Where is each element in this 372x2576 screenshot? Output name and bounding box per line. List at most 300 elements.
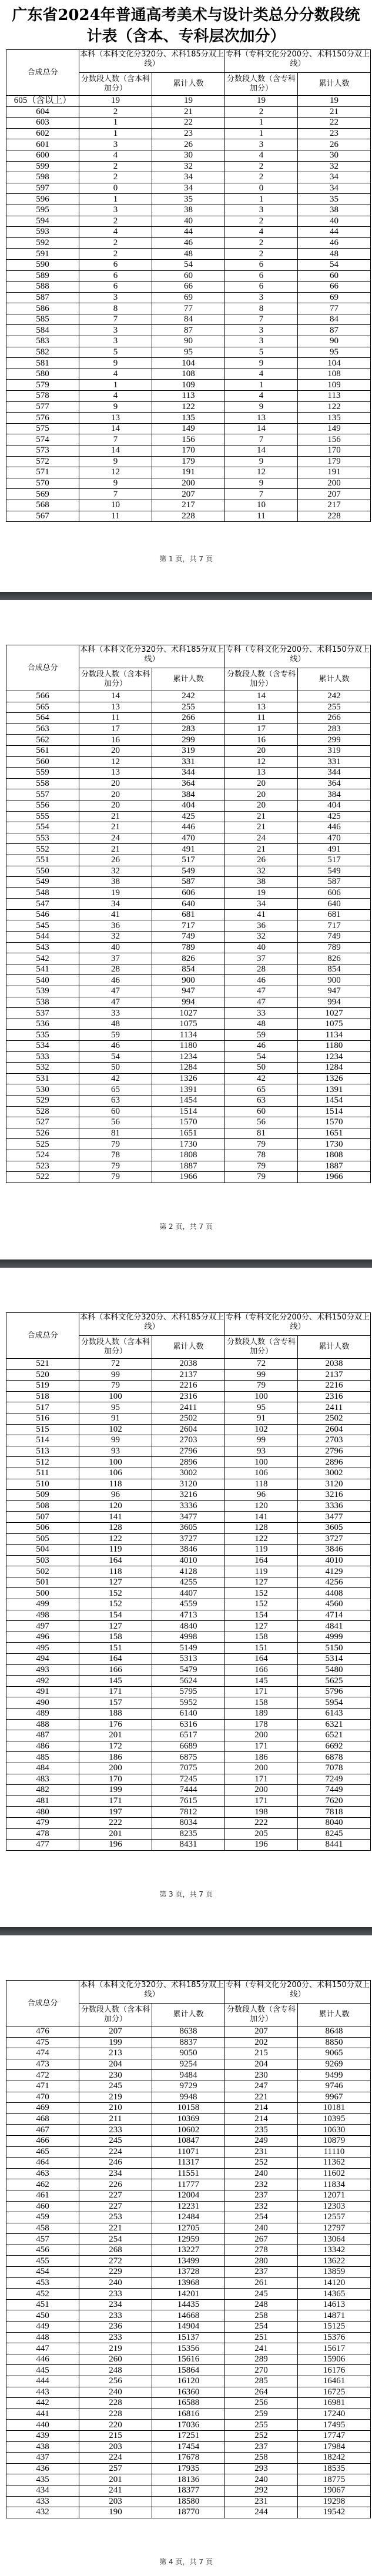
undergrad-cumulative-cell: 170 bbox=[152, 445, 225, 457]
undergrad-count-cell: 151 bbox=[79, 1643, 152, 1654]
score-cell: 554 bbox=[6, 822, 79, 833]
table-row bbox=[6, 2168, 371, 2179]
junior-count-cell: 5 bbox=[225, 347, 298, 358]
undergrad-cumulative-cell: 23 bbox=[152, 128, 225, 139]
table-row bbox=[6, 2430, 371, 2441]
undergrad-count-cell: 47 bbox=[79, 997, 152, 1008]
undergrad-cumulative-cell: 12959 bbox=[152, 2234, 225, 2245]
undergrad-count-cell: 268 bbox=[79, 2245, 152, 2256]
junior-cumulative-cell: 12071 bbox=[298, 2190, 371, 2201]
score-cell: 452 bbox=[6, 2289, 79, 2300]
undergrad-cumulative-cell: 2137 bbox=[152, 1369, 225, 1381]
undergrad-cumulative-cell: 470 bbox=[152, 833, 225, 844]
undergrad-count-cell: 24 bbox=[79, 833, 152, 844]
score-cell: 507 bbox=[6, 1512, 79, 1523]
score-cell: 530 bbox=[6, 1084, 79, 1096]
undergrad-count-cell: 100 bbox=[79, 1457, 152, 1468]
undergrad-count-cell: 79 bbox=[79, 1381, 152, 1392]
junior-count-cell: 20 bbox=[225, 800, 298, 811]
junior-count-cell: 128 bbox=[225, 1522, 298, 1533]
undergrad-cumulative-cell: 104 bbox=[152, 358, 225, 369]
undergrad-cumulative-cell: 108 bbox=[152, 369, 225, 380]
junior-count-cell: 47 bbox=[225, 986, 298, 997]
score-cell: 518 bbox=[6, 1391, 79, 1402]
undergrad-count-cell: 99 bbox=[79, 1435, 152, 1446]
undergrad-count-cell: 164 bbox=[79, 1654, 152, 1665]
junior-count-cell: 240 bbox=[225, 2223, 298, 2234]
table-row bbox=[6, 1709, 371, 1720]
table-row bbox=[6, 2387, 371, 2398]
page-separator bbox=[0, 1259, 372, 1268]
undergrad-cumulative-cell: 2604 bbox=[152, 1424, 225, 1435]
junior-cumulative-cell: 90 bbox=[298, 336, 371, 347]
junior-cumulative-cell: 4714 bbox=[298, 1610, 371, 1621]
table-body bbox=[6, 1359, 371, 1851]
table-row bbox=[6, 445, 371, 457]
junior-count-cell: 164 bbox=[225, 1654, 298, 1665]
junior-count-cell: 240 bbox=[225, 2474, 298, 2485]
junior-count-cell: 278 bbox=[225, 2245, 298, 2256]
score-cell: 550 bbox=[6, 866, 79, 877]
header-undergrad-cumulative: 累计人数 bbox=[152, 73, 225, 96]
junior-cumulative-cell: 2038 bbox=[298, 1359, 371, 1370]
undergrad-count-cell: 272 bbox=[79, 2256, 152, 2267]
score-cell: 494 bbox=[6, 1654, 79, 1665]
score-cell: 499 bbox=[6, 1599, 79, 1610]
score-cell: 453 bbox=[6, 2277, 79, 2289]
undergrad-count-cell: 1 bbox=[79, 128, 152, 139]
junior-cumulative-cell: 826 bbox=[298, 953, 371, 964]
undergrad-count-cell: 200 bbox=[79, 1763, 152, 1774]
undergrad-count-cell: 42 bbox=[79, 1073, 152, 1084]
junior-cumulative-cell: 191 bbox=[298, 467, 371, 478]
junior-cumulative-cell: 23 bbox=[298, 128, 371, 139]
undergrad-count-cell: 2 bbox=[79, 216, 152, 227]
table-row bbox=[6, 756, 371, 768]
junior-count-cell: 207 bbox=[225, 2026, 298, 2038]
undergrad-cumulative-cell: 17678 bbox=[152, 2453, 225, 2464]
undergrad-cumulative-cell: 34 bbox=[152, 172, 225, 183]
table-row bbox=[6, 1490, 371, 1501]
undergrad-count-cell: 234 bbox=[79, 2299, 152, 2310]
undergrad-count-cell: 197 bbox=[79, 1807, 152, 1818]
junior-cumulative-cell: 6878 bbox=[298, 1752, 371, 1763]
table-row bbox=[6, 2299, 371, 2310]
undergrad-count-cell: 118 bbox=[79, 1479, 152, 1490]
junior-cumulative-cell: 16725 bbox=[298, 2387, 371, 2398]
undergrad-cumulative-cell: 242 bbox=[152, 691, 225, 702]
score-cell: 442 bbox=[6, 2398, 79, 2409]
junior-count-cell: 3 bbox=[225, 325, 298, 336]
table-row bbox=[6, 909, 371, 920]
undergrad-cumulative-cell: 26 bbox=[152, 139, 225, 150]
undergrad-cumulative-cell: 749 bbox=[152, 932, 225, 943]
undergrad-count-cell: 33 bbox=[79, 1008, 152, 1019]
table-row bbox=[6, 953, 371, 964]
table-row bbox=[6, 1555, 371, 1566]
table-row bbox=[6, 172, 371, 183]
undergrad-cumulative-cell: 14201 bbox=[152, 2289, 225, 2300]
table-row bbox=[6, 1051, 371, 1063]
undergrad-count-cell: 47 bbox=[79, 986, 152, 997]
table-row bbox=[6, 2135, 371, 2146]
table-row bbox=[6, 1828, 371, 1840]
junior-count-cell: 17 bbox=[225, 723, 298, 735]
junior-count-cell: 81 bbox=[225, 1128, 298, 1139]
junior-count-cell: 267 bbox=[225, 2234, 298, 2245]
undergrad-cumulative-cell: 8235 bbox=[152, 1828, 225, 1840]
undergrad-cumulative-cell: 6689 bbox=[152, 1741, 225, 1752]
junior-count-cell: 95 bbox=[225, 1402, 298, 1413]
junior-count-cell: 237 bbox=[225, 2267, 298, 2278]
table-row bbox=[6, 2310, 371, 2322]
score-cell: 463 bbox=[6, 2168, 79, 2179]
undergrad-count-cell: 3 bbox=[79, 292, 152, 303]
junior-cumulative-cell: 34 bbox=[298, 172, 371, 183]
undergrad-cumulative-cell: 149 bbox=[152, 423, 225, 434]
undergrad-count-cell: 196 bbox=[79, 1840, 152, 1851]
undergrad-count-cell: 21 bbox=[79, 811, 152, 822]
undergrad-count-cell: 96 bbox=[79, 1490, 152, 1501]
score-cell: 502 bbox=[6, 1566, 79, 1577]
undergrad-count-cell: 152 bbox=[79, 1588, 152, 1599]
undergrad-count-cell: 7 bbox=[79, 314, 152, 325]
table-row bbox=[6, 325, 371, 336]
junior-count-cell: 42 bbox=[225, 1073, 298, 1084]
undergrad-cumulative-cell: 5479 bbox=[152, 1664, 225, 1676]
undergrad-count-cell: 13 bbox=[79, 413, 152, 424]
undergrad-cumulative-cell: 331 bbox=[152, 756, 225, 768]
junior-cumulative-cell: 16176 bbox=[298, 2365, 371, 2376]
junior-count-cell: 32 bbox=[225, 866, 298, 877]
undergrad-count-cell: 201 bbox=[79, 2474, 152, 2485]
page-separator bbox=[0, 592, 372, 600]
header-junior-group: 专科（专科文化分200分、术科150分双上线） bbox=[225, 1981, 371, 2004]
junior-cumulative-cell: 19 bbox=[298, 96, 371, 107]
undergrad-count-cell: 170 bbox=[79, 1774, 152, 1785]
table-row bbox=[6, 511, 371, 522]
table-row bbox=[6, 1730, 371, 1741]
undergrad-count-cell: 20 bbox=[79, 778, 152, 789]
undergrad-count-cell: 145 bbox=[79, 1676, 152, 1687]
junior-cumulative-cell: 3336 bbox=[298, 1500, 371, 1512]
table-row bbox=[6, 997, 371, 1008]
junior-count-cell: 205 bbox=[225, 1828, 298, 1840]
score-cell: 506 bbox=[6, 1522, 79, 1533]
table-row bbox=[6, 1664, 371, 1676]
undergrad-count-cell: 233 bbox=[79, 2332, 152, 2343]
junior-cumulative-cell: 17495 bbox=[298, 2420, 371, 2431]
undergrad-cumulative-cell: 7615 bbox=[152, 1796, 225, 1807]
undergrad-count-cell: 106 bbox=[79, 1468, 152, 1479]
junior-count-cell: 200 bbox=[225, 1730, 298, 1741]
undergrad-cumulative-cell: 14668 bbox=[152, 2310, 225, 2322]
score-cell: 501 bbox=[6, 1577, 79, 1588]
undergrad-count-cell: 38 bbox=[79, 877, 152, 888]
junior-count-cell: 198 bbox=[225, 1807, 298, 1818]
undergrad-cumulative-cell: 2502 bbox=[152, 1413, 225, 1424]
undergrad-count-cell: 8 bbox=[79, 303, 152, 314]
score-cell: 563 bbox=[6, 723, 79, 735]
undergrad-count-cell: 17 bbox=[79, 723, 152, 735]
undergrad-count-cell: 56 bbox=[79, 1117, 152, 1128]
undergrad-count-cell: 240 bbox=[79, 2387, 152, 2398]
undergrad-count-cell: 21 bbox=[79, 844, 152, 855]
junior-cumulative-cell: 170 bbox=[298, 445, 371, 457]
junior-count-cell: 232 bbox=[225, 2179, 298, 2190]
undergrad-cumulative-cell: 2796 bbox=[152, 1446, 225, 1457]
undergrad-cumulative-cell: 12705 bbox=[152, 2223, 225, 2234]
junior-cumulative-cell: 717 bbox=[298, 920, 371, 932]
score-cell: 464 bbox=[6, 2158, 79, 2169]
table-row bbox=[6, 270, 371, 282]
undergrad-cumulative-cell: 9050 bbox=[152, 2048, 225, 2059]
junior-count-cell: 12 bbox=[225, 756, 298, 768]
header-score: 合成总分 bbox=[6, 50, 79, 96]
table-row bbox=[6, 2103, 371, 2114]
undergrad-count-cell: 37 bbox=[79, 953, 152, 964]
undergrad-cumulative-cell: 95 bbox=[152, 347, 225, 358]
table-row bbox=[6, 1063, 371, 1074]
undergrad-cumulative-cell: 9729 bbox=[152, 2081, 225, 2092]
undergrad-cumulative-cell: 344 bbox=[152, 768, 225, 779]
junior-count-cell: 79 bbox=[225, 1161, 298, 1172]
score-cell: 566 bbox=[6, 691, 79, 702]
undergrad-count-cell: 199 bbox=[79, 1785, 152, 1796]
junior-count-cell: 21 bbox=[225, 822, 298, 833]
junior-cumulative-cell: 344 bbox=[298, 768, 371, 779]
junior-count-cell: 120 bbox=[225, 1500, 298, 1512]
header-junior-group: 专科（专科文化分200分、术科150分双上线） bbox=[225, 50, 371, 73]
table-row bbox=[6, 216, 371, 227]
score-cell: 526 bbox=[6, 1128, 79, 1139]
junior-count-cell: 231 bbox=[225, 2496, 298, 2507]
junior-cumulative-cell: 4999 bbox=[298, 1632, 371, 1643]
junior-count-cell: 164 bbox=[225, 1555, 298, 1566]
header-undergrad-cumulative: 累计人数 bbox=[152, 1336, 225, 1359]
undergrad-count-cell: 93 bbox=[79, 1446, 152, 1457]
header-undergrad-cumulative: 累计人数 bbox=[152, 2004, 225, 2026]
table-row bbox=[6, 1457, 371, 1468]
table-row bbox=[6, 887, 371, 899]
table-row bbox=[6, 2059, 371, 2070]
table-row bbox=[6, 1446, 371, 1457]
table-row bbox=[6, 1479, 371, 1490]
junior-count-cell: 252 bbox=[225, 2158, 298, 2169]
score-cell: 508 bbox=[6, 1500, 79, 1512]
score-cell: 597 bbox=[6, 183, 79, 194]
junior-cumulative-cell: 606 bbox=[298, 887, 371, 899]
undergrad-count-cell: 164 bbox=[79, 1555, 152, 1566]
score-cell: 553 bbox=[6, 833, 79, 844]
undergrad-cumulative-cell: 384 bbox=[152, 789, 225, 800]
score-cell: 542 bbox=[6, 953, 79, 964]
junior-count-cell: 166 bbox=[225, 1664, 298, 1676]
table-row bbox=[6, 1435, 371, 1446]
table-row bbox=[6, 866, 371, 877]
junior-count-cell: 151 bbox=[225, 1643, 298, 1654]
undergrad-cumulative-cell: 826 bbox=[152, 953, 225, 964]
table-row bbox=[6, 1752, 371, 1763]
table-row bbox=[6, 2037, 371, 2048]
undergrad-count-cell: 26 bbox=[79, 855, 152, 866]
table-row bbox=[6, 1500, 371, 1512]
undergrad-cumulative-cell: 4010 bbox=[152, 1555, 225, 1566]
score-cell: 535 bbox=[6, 1030, 79, 1041]
undergrad-cumulative-cell: 517 bbox=[152, 855, 225, 866]
junior-count-cell: 122 bbox=[225, 1533, 298, 1545]
score-cell: 521 bbox=[6, 1359, 79, 1370]
undergrad-count-cell: 256 bbox=[79, 2376, 152, 2387]
undergrad-count-cell: 2 bbox=[79, 237, 152, 249]
undergrad-count-cell: 241 bbox=[79, 2485, 152, 2496]
undergrad-cumulative-cell: 425 bbox=[152, 811, 225, 822]
undergrad-cumulative-cell: 2216 bbox=[152, 1381, 225, 1392]
undergrad-cumulative-cell: 1514 bbox=[152, 1106, 225, 1117]
junior-cumulative-cell: 4010 bbox=[298, 1555, 371, 1566]
table-row bbox=[6, 456, 371, 467]
junior-count-cell: 14 bbox=[225, 445, 298, 457]
score-cell: 511 bbox=[6, 1468, 79, 1479]
undergrad-cumulative-cell: 8638 bbox=[152, 2026, 225, 2038]
score-cell: 593 bbox=[6, 227, 79, 238]
score-table-page-3 bbox=[6, 1312, 371, 1851]
junior-cumulative-cell: 46 bbox=[298, 237, 371, 249]
junior-cumulative-cell: 789 bbox=[298, 942, 371, 953]
table-row bbox=[6, 2408, 371, 2420]
score-cell: 484 bbox=[6, 1763, 79, 1774]
junior-count-cell: 100 bbox=[225, 1391, 298, 1402]
table-row bbox=[6, 380, 371, 391]
undergrad-count-cell: 215 bbox=[79, 2430, 152, 2441]
undergrad-count-cell: 20 bbox=[79, 789, 152, 800]
undergrad-cumulative-cell: 10847 bbox=[152, 2135, 225, 2146]
junior-count-cell: 33 bbox=[225, 1008, 298, 1019]
junior-cumulative-cell: 228 bbox=[298, 511, 371, 522]
undergrad-count-cell: 152 bbox=[79, 1599, 152, 1610]
undergrad-count-cell: 154 bbox=[79, 1610, 152, 1621]
undergrad-cumulative-cell: 1887 bbox=[152, 1161, 225, 1172]
junior-count-cell: 40 bbox=[225, 942, 298, 953]
undergrad-cumulative-cell: 135 bbox=[152, 413, 225, 424]
undergrad-cumulative-cell: 217 bbox=[152, 500, 225, 511]
table-row bbox=[6, 1643, 371, 1654]
undergrad-count-cell: 186 bbox=[79, 1752, 152, 1763]
table-row bbox=[6, 2365, 371, 2376]
junior-cumulative-cell: 2216 bbox=[298, 1381, 371, 1392]
table-row bbox=[6, 1117, 371, 1128]
table-row bbox=[6, 194, 371, 205]
junior-cumulative-cell: 7620 bbox=[298, 1796, 371, 1807]
score-cell: 519 bbox=[6, 1381, 79, 1392]
junior-count-cell: 1 bbox=[225, 194, 298, 205]
undergrad-cumulative-cell: 4128 bbox=[152, 1566, 225, 1577]
table-row bbox=[6, 489, 371, 500]
undergrad-cumulative-cell: 18580 bbox=[152, 2496, 225, 2507]
undergrad-cumulative-cell: 11777 bbox=[152, 2179, 225, 2190]
score-cell: 523 bbox=[6, 1161, 79, 1172]
junior-count-cell: 2 bbox=[225, 237, 298, 249]
table-row bbox=[6, 800, 371, 811]
junior-cumulative-cell: 108 bbox=[298, 369, 371, 380]
table-row bbox=[6, 2354, 371, 2365]
undergrad-cumulative-cell: 7075 bbox=[152, 1763, 225, 1774]
table-row bbox=[6, 259, 371, 270]
junior-count-cell: 280 bbox=[225, 2256, 298, 2267]
junior-count-cell: 119 bbox=[225, 1566, 298, 1577]
score-cell: 539 bbox=[6, 986, 79, 997]
score-cell: 546 bbox=[6, 909, 79, 920]
score-cell: 488 bbox=[6, 1719, 79, 1730]
junior-count-cell: 47 bbox=[225, 997, 298, 1008]
junior-count-cell: 24 bbox=[225, 833, 298, 844]
junior-cumulative-cell: 1808 bbox=[298, 1150, 371, 1161]
header-score: 合成总分 bbox=[6, 1313, 79, 1359]
table-row bbox=[6, 1512, 371, 1523]
undergrad-count-cell: 122 bbox=[79, 1533, 152, 1545]
undergrad-cumulative-cell: 69 bbox=[152, 292, 225, 303]
undergrad-count-cell: 65 bbox=[79, 1084, 152, 1096]
junior-count-cell: 41 bbox=[225, 909, 298, 920]
junior-cumulative-cell: 1134 bbox=[298, 1030, 371, 1041]
table-row bbox=[6, 1522, 371, 1533]
score-cell: 485 bbox=[6, 1752, 79, 1763]
undergrad-cumulative-cell: 38 bbox=[152, 205, 225, 216]
header-undergrad-count: 分数段人数（含本科加分） bbox=[79, 668, 152, 691]
undergrad-cumulative-cell: 5795 bbox=[152, 1686, 225, 1697]
table-row bbox=[6, 899, 371, 910]
table-row bbox=[6, 2190, 371, 2201]
score-cell: 477 bbox=[6, 1840, 79, 1851]
junior-cumulative-cell: 331 bbox=[298, 756, 371, 768]
table-row bbox=[6, 128, 371, 139]
junior-cumulative-cell: 1180 bbox=[298, 1041, 371, 1052]
undergrad-cumulative-cell: 179 bbox=[152, 456, 225, 467]
junior-cumulative-cell: 156 bbox=[298, 434, 371, 445]
junior-count-cell: 119 bbox=[225, 1545, 298, 1556]
table-row bbox=[6, 942, 371, 953]
junior-cumulative-cell: 12797 bbox=[298, 2223, 371, 2234]
undergrad-cumulative-cell: 6140 bbox=[152, 1709, 225, 1720]
junior-cumulative-cell: 517 bbox=[298, 855, 371, 866]
junior-cumulative-cell: 2502 bbox=[298, 1413, 371, 1424]
junior-cumulative-cell: 3216 bbox=[298, 1490, 371, 1501]
header-junior-count: 分数段人数（含专科加分） bbox=[225, 73, 298, 96]
score-cell: 510 bbox=[6, 1479, 79, 1490]
table-row bbox=[6, 1686, 371, 1697]
junior-cumulative-cell: 749 bbox=[298, 932, 371, 943]
table-row bbox=[6, 2125, 371, 2136]
score-cell: 562 bbox=[6, 735, 79, 746]
table-row bbox=[6, 2234, 371, 2245]
table-row bbox=[6, 358, 371, 369]
table-row bbox=[6, 118, 371, 129]
undergrad-count-cell: 220 bbox=[79, 2420, 152, 2431]
undergrad-cumulative-cell: 34 bbox=[152, 183, 225, 194]
junior-count-cell: 72 bbox=[225, 1359, 298, 1370]
undergrad-count-cell: 207 bbox=[79, 2026, 152, 2038]
score-cell: 595 bbox=[6, 205, 79, 216]
undergrad-cumulative-cell: 77 bbox=[152, 303, 225, 314]
junior-count-cell: 200 bbox=[225, 1763, 298, 1774]
table-row bbox=[6, 2081, 371, 2092]
undergrad-cumulative-cell: 266 bbox=[152, 713, 225, 724]
header-junior-group: 专科（专科文化分200分、术科150分双上线） bbox=[225, 1313, 371, 1336]
undergrad-cumulative-cell: 446 bbox=[152, 822, 225, 833]
table-row bbox=[6, 1019, 371, 1030]
junior-cumulative-cell: 95 bbox=[298, 347, 371, 358]
table-row bbox=[6, 2092, 371, 2103]
